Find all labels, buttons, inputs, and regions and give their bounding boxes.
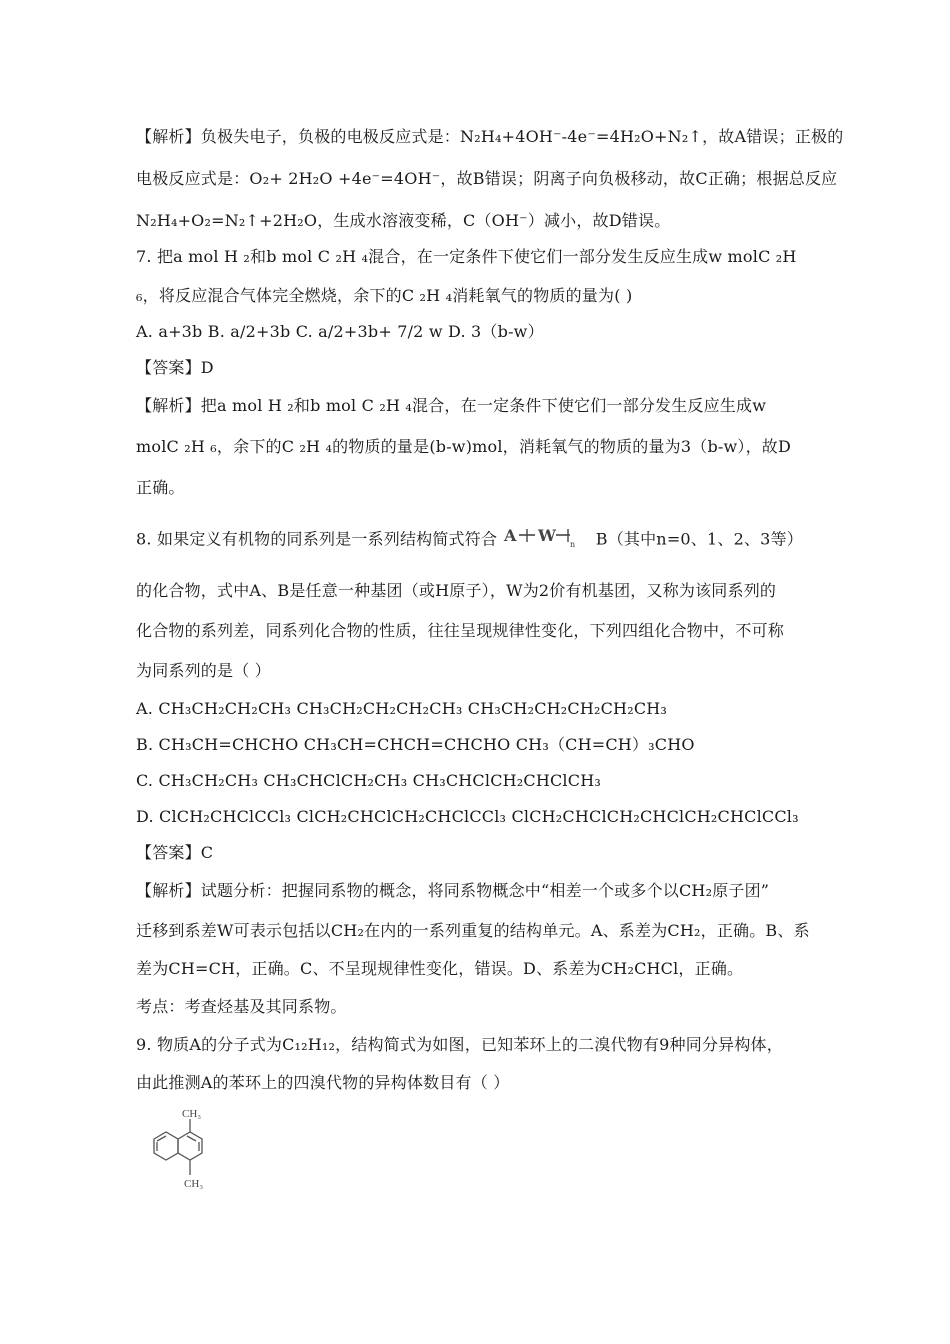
question-8 xyxy=(136,524,803,556)
series-formula-image xyxy=(502,524,584,556)
methyl-bottom-label: CH₃ xyxy=(184,1178,204,1190)
question-8-tail: B（其中n=0、1、2、3等） xyxy=(595,529,803,549)
text-line: ₆，将反应混合气体完全燃烧，余下的C ₂H ₄消耗氧气的物质的量为( ) xyxy=(136,286,633,305)
answer-7: 【答案】D xyxy=(136,358,214,377)
text-line: 【解析】试题分析：把握同系物的概念，将同系物概念中“相差一个或多个以CH₂原子团” xyxy=(136,881,770,900)
option-c: C. CH₃CH₂CH₃ CH₃CHClCH₂CH₃ CH₃CHClCH₂CHClCH₃ xyxy=(136,771,601,790)
text-line: N₂H₄+O₂=N₂↑+2H₂O，生成水溶液变稀，C（OH⁻）减小，故D错误。 xyxy=(136,211,671,230)
formula-a: A xyxy=(504,526,518,545)
text-line: 由此推测A的苯环上的四溴代物的异构体数目有（ ） xyxy=(136,1073,510,1092)
text-line: 【解析】负极失电子，负极的电极反应式是：N₂H₄+4OH⁻-4e⁻=4H₂O+N₂↑，故A错误；正极的 xyxy=(136,127,844,146)
text-line: 正确。 xyxy=(136,478,185,497)
option-a: A. CH₃CH₂CH₂CH₃ CH₃CH₂CH₂CH₂CH₃ CH₃CH₂CH₂CH₂CH₂CH₃ xyxy=(136,699,668,718)
formula-n: n xyxy=(570,540,576,549)
text-line: 差为CH=CH，正确。C、不呈现规律性变化，错误。D、系差为CH₂CHCl，正确。 xyxy=(136,959,744,978)
text-line: 电极反应式是：O₂+ 2H₂O +4e⁻=4OH⁻，故B错误；阴离子向负极移动，故C正确；根据总反应 xyxy=(136,169,838,188)
text-line: 迁移到系差W可表示包括以CH₂在内的一系列重复的结构单元。A、系差为CH₂，正确。B、系 xyxy=(136,921,810,940)
formula-w: W xyxy=(538,526,557,545)
text-line: 的化合物，式中A、B是任意一种基团（或H原子），W为2价有机基团，又称为该同系列的 xyxy=(136,581,777,600)
option-d: D. ClCH₂CHClCCl₃ ClCH₂CHClCH₂CHClCCl₃ ClCH₂CHClCH₂CHClCH₂CHClCCl₃ xyxy=(136,807,799,826)
option-b: B. CH₃CH=CHCHO CH₃CH=CHCH=CHCHO CH₃（CH=CH）₃CHO xyxy=(136,735,695,754)
dimethylnaphthalene-structure xyxy=(140,1105,216,1201)
question-9: 9. 物质A的分子式为C₁₂H₁₂，结构简式为如图，已知苯环上的二溴代物有9种同分异构体， xyxy=(136,1035,783,1054)
text-line: 【解析】把a mol H ₂和b mol C ₂H ₄混合，在一定条件下使它们一部分发生反应生成w xyxy=(136,396,767,415)
text-line: molC ₂H ₆，余下的C ₂H ₄的物质的量是(b-w)mol，消耗氧气的物质的量为3（b-w），故D xyxy=(136,437,792,456)
text-line: 化合物的系列差，同系列化合物的性质，往往呈现规律性变化，下列四组化合物中，不可称 xyxy=(136,621,785,640)
text-line: 为同系列的是（ ） xyxy=(136,661,271,680)
options-7: A. a+3b B. a/2+3b C. a/2+3b+ 7/2 w D. 3（b-w） xyxy=(136,322,544,341)
exam-point: 考点：考查烃基及其同系物。 xyxy=(136,997,347,1016)
question-8-lead: 8. 如果定义有机物的同系列是一系列结构简式符合 xyxy=(136,529,498,549)
methyl-top-label: CH₃ xyxy=(182,1108,202,1120)
answer-8: 【答案】C xyxy=(136,843,214,862)
question-7: 7. 把a mol H ₂和b mol C ₂H ₄混合，在一定条件下使它们一部分发生反应生成w molC ₂H xyxy=(136,247,797,266)
